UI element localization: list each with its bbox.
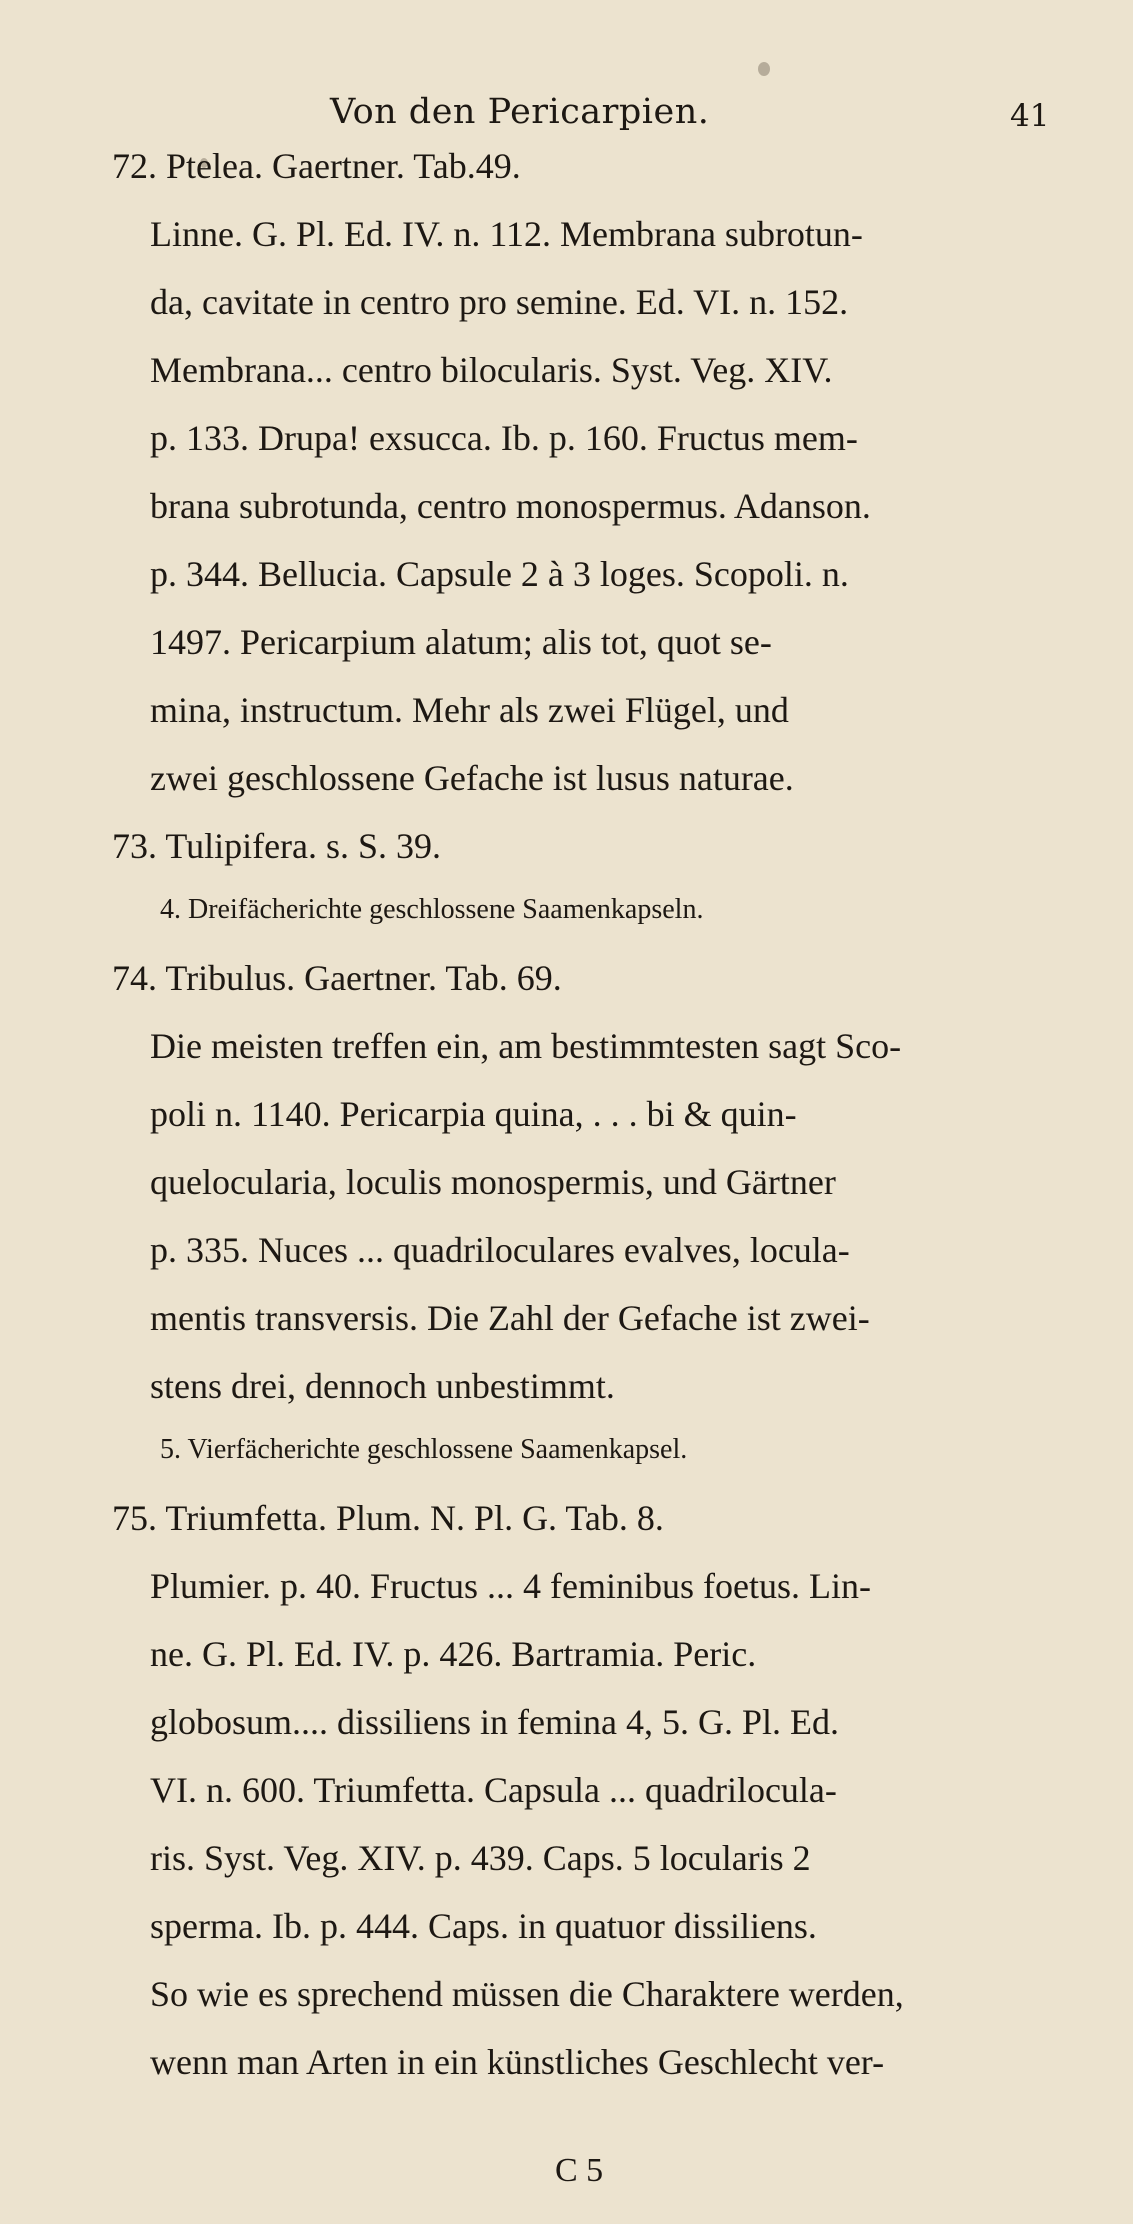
text-line: p. 133. Drupa! exsucca. Ib. p. 160. Fructus mem- xyxy=(150,418,858,458)
text-line: ris. Syst. Veg. XIV. p. 439. Caps. 5 locularis 2 xyxy=(150,1838,811,1878)
text-line: brana subrotunda, centro monospermus. Adanson. xyxy=(150,486,871,526)
section-heading: 4. Dreifächerichte geschlossene Saamenkapseln. xyxy=(160,894,704,925)
text-line: poli n. 1140. Pericarpia quina, . . . bi & quin- xyxy=(150,1094,797,1134)
text-line: globosum.... dissiliens in femina 4, 5. G. Pl. Ed. xyxy=(150,1702,839,1742)
text-line: Plumier. p. 40. Fructus ... 4 feminibus foetus. Lin- xyxy=(150,1566,871,1606)
text-line: Linne. G. Pl. Ed. IV. n. 112. Membrana subrotun- xyxy=(150,214,863,254)
text-line: ne. G. Pl. Ed. IV. p. 426. Bartramia. Peric. xyxy=(150,1634,757,1674)
section-heading: 5. Vierfächerichte geschlossene Saamenkapsel. xyxy=(160,1434,688,1465)
text-line: p. 335. Nuces ... quadriloculares evalves, locula- xyxy=(150,1230,850,1270)
page-number: 41 xyxy=(1010,98,1050,134)
text-line: So wie es sprechend müssen die Charaktere werden, xyxy=(150,1974,904,2014)
text-line: Membrana... centro bilocularis. Syst. Veg. XIV. xyxy=(150,350,833,390)
text-line: 72. Ptelea. Gaertner. Tab.49. xyxy=(112,146,521,186)
running-title: Von den Pericarpien. xyxy=(330,92,710,132)
text-line: quelocularia, loculis monospermis, und Gärtner xyxy=(150,1162,836,1202)
page-header xyxy=(0,92,1133,152)
text-line: Die meisten treffen ein, am bestimmtesten sagt Sco- xyxy=(150,1026,902,1066)
text-line: 73. Tulipifera. s. S. 39. xyxy=(112,826,442,866)
text-line: stens drei, dennoch unbestimmt. xyxy=(150,1366,615,1406)
text-line: wenn man Arten in ein künstliches Geschlecht ver- xyxy=(150,2042,885,2082)
text-line: VI. n. 600. Triumfetta. Capsula ... quadrilocula- xyxy=(150,1770,837,1810)
text-line: da, cavitate in centro pro semine. Ed. VI. n. 152. xyxy=(150,282,849,322)
ink-spot xyxy=(758,62,770,76)
text-line: 74. Tribulus. Gaertner. Tab. 69. xyxy=(112,958,562,998)
signature-mark: C 5 xyxy=(555,2152,604,2189)
text-line: sperma. Ib. p. 444. Caps. in quatuor dissiliens. xyxy=(150,1906,817,1946)
text-line: 1497. Pericarpium alatum; alis tot, quot se- xyxy=(150,622,772,662)
text-line: zwei geschlossene Gefache ist lusus naturae. xyxy=(150,758,794,798)
text-line: mina, instructum. Mehr als zwei Flügel, und xyxy=(150,690,789,730)
text-line: 75. Triumfetta. Plum. N. Pl. G. Tab. 8. xyxy=(112,1498,664,1538)
text-line: p. 344. Bellucia. Capsule 2 à 3 loges. Scopoli. n. xyxy=(150,554,849,594)
text-line: mentis transversis. Die Zahl der Gefache ist zwei- xyxy=(150,1298,870,1338)
